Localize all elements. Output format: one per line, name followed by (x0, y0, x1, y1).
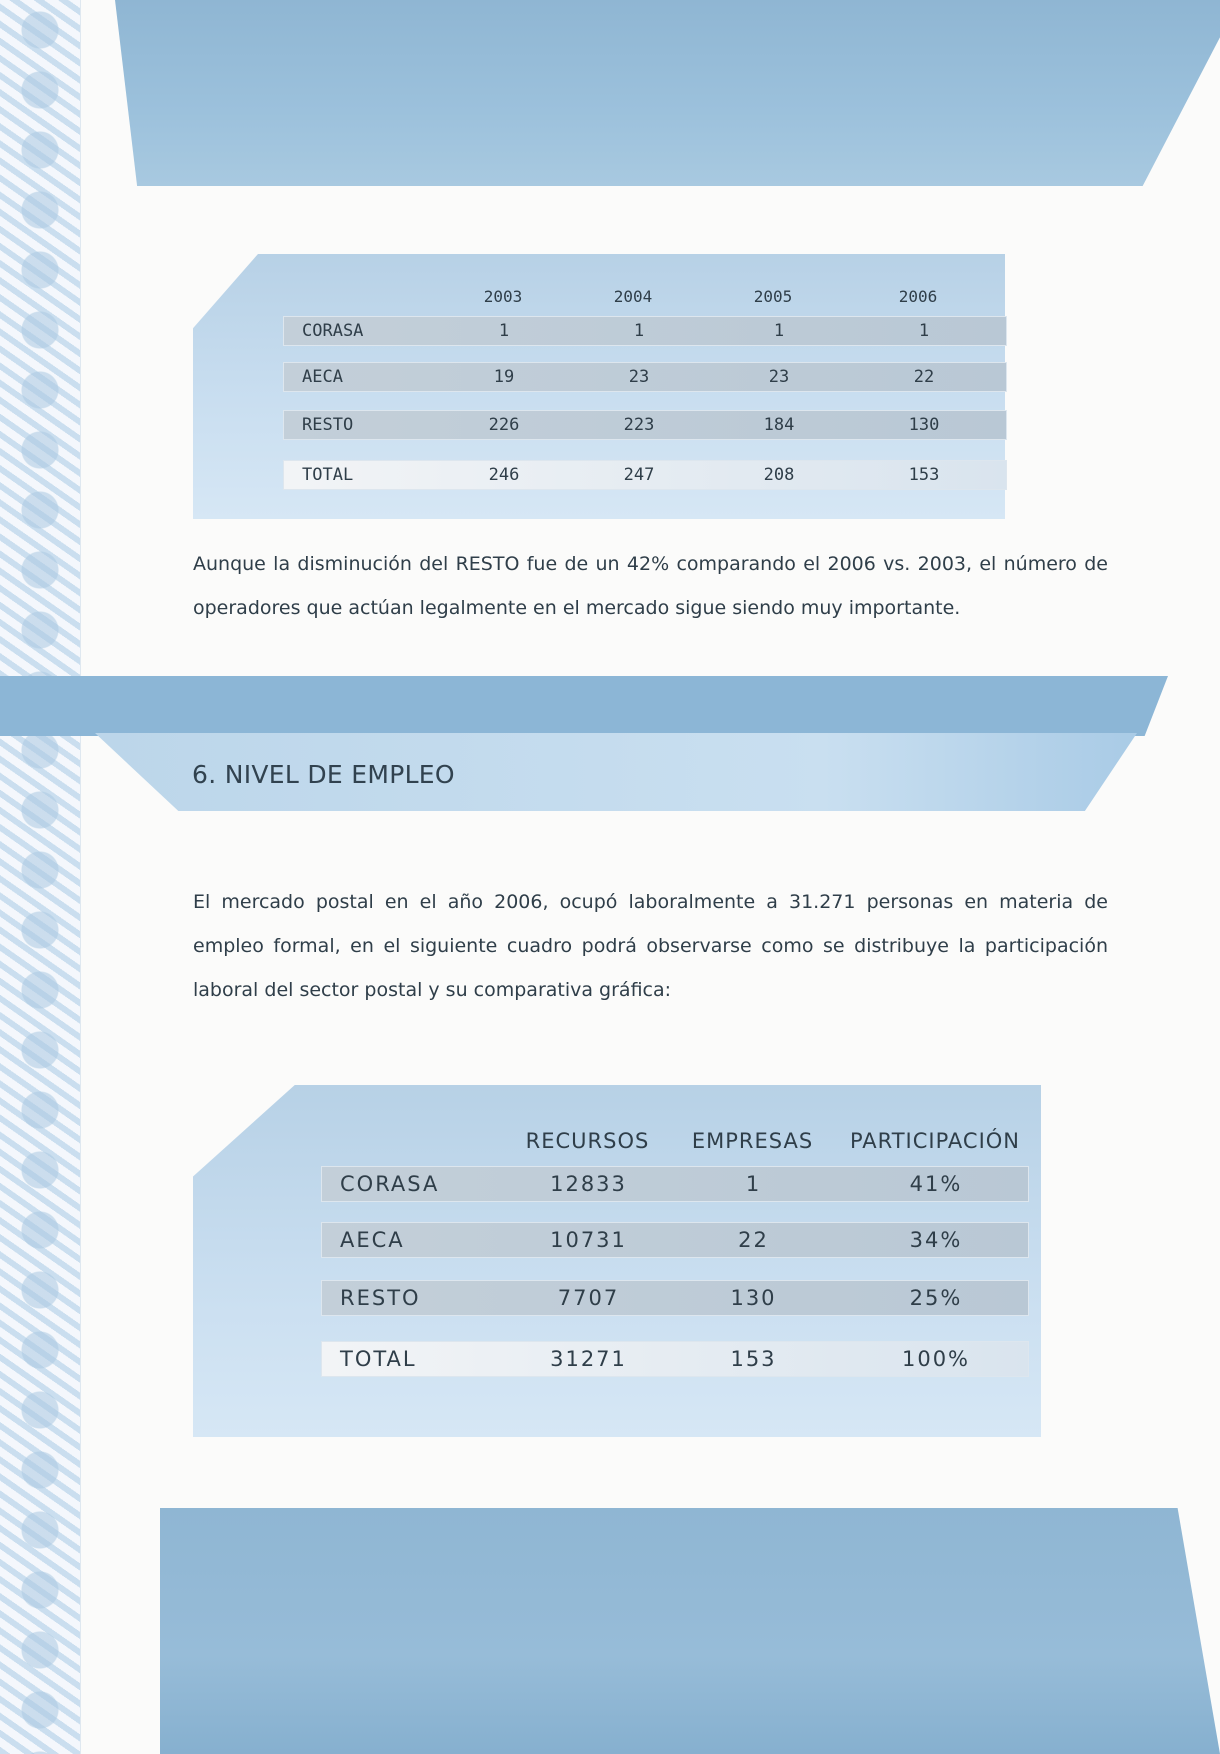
year-header: 2006 (898, 287, 938, 306)
row-label: AECA (340, 1228, 405, 1252)
table-cell: 153 (908, 465, 940, 485)
table-cell: 226 (488, 415, 520, 435)
paragraph-resto-decrease: Aunque la disminución del RESTO fue de un 42% comparando el 2006 vs. 2003, el número de operadores que actúan legalmente en el mercado sigue siendo muy importante. (193, 553, 1108, 619)
table-row (321, 1166, 1029, 1202)
paragraph-employment: El mercado postal en el año 2006, ocupó laboralmente a 31.271 personas en materia de empleo formal, en el siguiente cuadro podrá observarse como se distribuye la participación laboral del sector postal y su comparativa gráfica: (193, 891, 1108, 1001)
section-band-dark (0, 676, 1168, 736)
table-cell: 41% (909, 1172, 963, 1196)
table-cell: 130 (908, 415, 940, 435)
row-label: AECA (302, 367, 343, 387)
table-cell: 19 (493, 367, 515, 387)
table-row-total (321, 1341, 1029, 1377)
year-header: 2004 (613, 287, 653, 306)
table-cell: 130 (730, 1286, 777, 1310)
table-cell: 25% (909, 1286, 963, 1310)
table-cell: 1 (745, 1172, 762, 1196)
column-header: PARTICIPACIÓN (849, 1129, 1021, 1153)
table-cell: 1 (633, 321, 645, 341)
decorative-side-pattern (0, 0, 81, 1754)
table-cell: 223 (623, 415, 655, 435)
table-cell: 22 (913, 367, 935, 387)
table-cell: 184 (763, 415, 795, 435)
column-header: EMPRESAS (691, 1129, 814, 1153)
table-row (283, 362, 1007, 392)
row-label: RESTO (302, 415, 354, 435)
table-cell: 10731 (550, 1228, 627, 1252)
table-cell: 208 (763, 465, 795, 485)
table-row (283, 410, 1007, 440)
row-label: TOTAL (340, 1347, 417, 1371)
table-cell: 100% (901, 1347, 971, 1371)
table-row (321, 1280, 1029, 1316)
table-cell: 1 (918, 321, 930, 341)
section-title: 6. NIVEL DE EMPLEO (192, 760, 455, 789)
table-cell: 7707 (557, 1286, 620, 1310)
table-row-total (283, 460, 1007, 490)
year-header: 2003 (483, 287, 523, 306)
row-label: RESTO (340, 1286, 421, 1310)
table-cell: 23 (628, 367, 650, 387)
table-cell: 246 (488, 465, 520, 485)
table-cell: 1 (773, 321, 785, 341)
row-label: CORASA (302, 321, 364, 341)
table-cell: 22 (738, 1228, 769, 1252)
table-cell: 247 (623, 465, 655, 485)
row-label: TOTAL (302, 465, 354, 485)
table-row (321, 1222, 1029, 1258)
year-header: 2005 (753, 287, 793, 306)
header-band (115, 0, 1220, 186)
column-header: RECURSOS (525, 1129, 650, 1153)
footer-band (160, 1508, 1220, 1754)
table-cell: 34% (909, 1228, 963, 1252)
table-cell: 153 (730, 1347, 777, 1371)
table-cell: 23 (768, 367, 790, 387)
table-cell: 31271 (550, 1347, 627, 1371)
table-row (283, 316, 1007, 346)
row-label: CORASA (340, 1172, 440, 1196)
table-cell: 1 (498, 321, 510, 341)
table-cell: 12833 (550, 1172, 627, 1196)
